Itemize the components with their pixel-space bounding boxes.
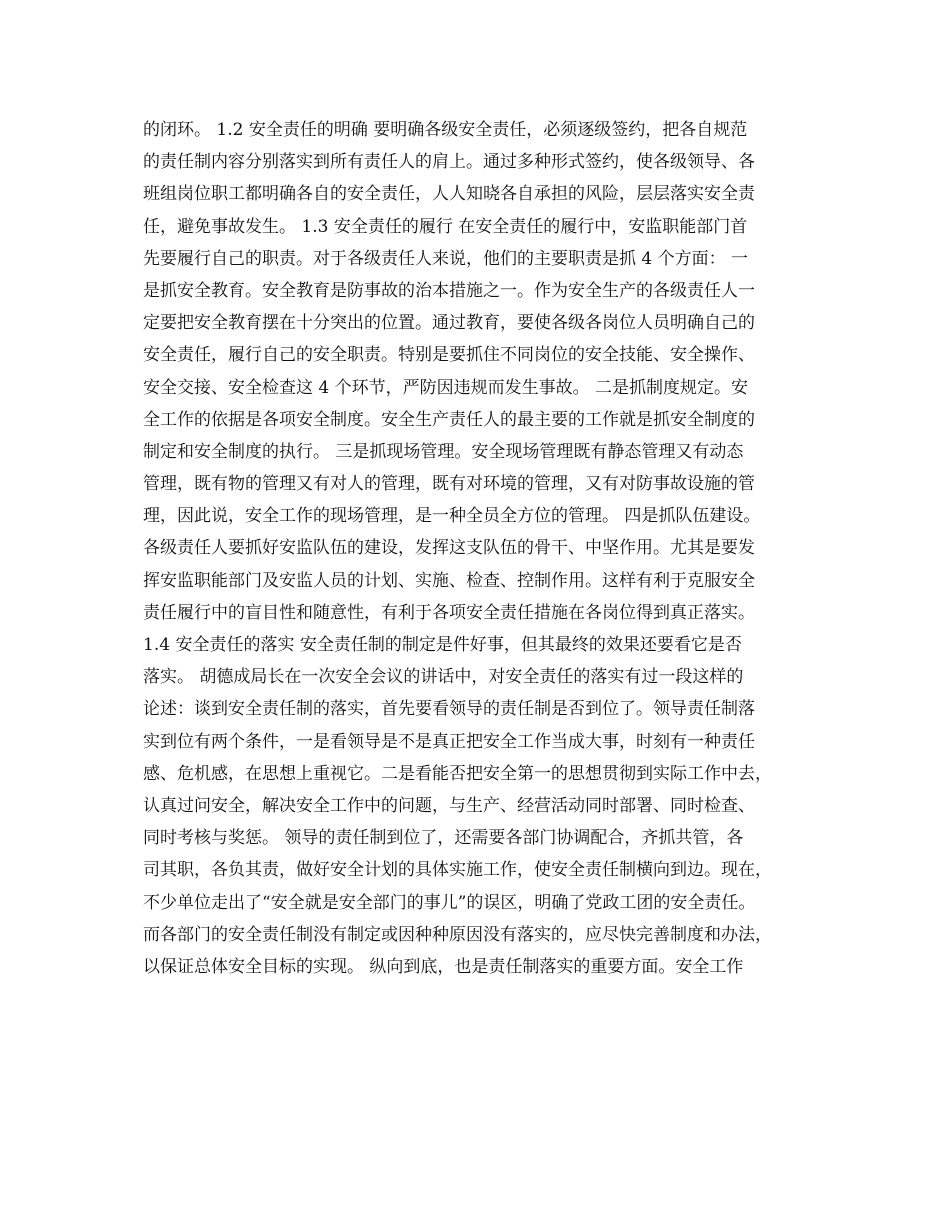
text-line: 而各部门的安全责任制没有制定或因种种原因没有落实的，应尽快完善制度和办法， <box>143 924 772 945</box>
text-line: 以保证总体安全目标的实现。 纵向到底，也是责任制落实的重要方面。安全工作 <box>143 956 744 977</box>
text-line: 司其职，各负其责，做好安全计划的具体实施工作，使安全责任制横向到边。现在， <box>143 860 772 881</box>
text-line: 同时考核与奖惩。 领导的责任制到位了，还需要各部门协调配合，齐抓共管，各 <box>143 828 744 849</box>
text-line: 各级责任人要抓好安监队伍的建设，发挥这支队伍的骨干、中坚作用。尤其是要发 <box>143 538 755 559</box>
text-line: 不少单位走出了“安全就是安全部门的事儿”的误区，明确了党政工团的安全责任。 <box>143 892 756 913</box>
text-line: 制定和安全制度的执行。 三是抓现场管理。安全现场管理既有静态管理又有动态 <box>143 441 744 462</box>
text-line: 论述：谈到安全责任制的落实，首先要看领导的责任制是否到位了。领导责任制落 <box>143 699 755 720</box>
body-text <box>143 114 833 983</box>
text-line: 安全责任，履行自己的安全职责。特别是要抓住不同岗位的安全技能、安全操作、 <box>143 345 755 366</box>
text-line: 的闭环。 1.2 安全责任的明确 要明确各级安全责任，必须逐级签约，把各自规范 <box>143 120 748 140</box>
text-line: 是抓安全教育。安全教育是防事故的治本措施之一。作为安全生产的各级责任人一 <box>143 280 755 301</box>
text-line: 挥安监职能部门及安监人员的计划、实施、检查、控制作用。这样有利于克服安全 <box>143 570 755 591</box>
text-line: 责任履行中的盲目性和随意性，有利于各项安全责任措施在各岗位得到真正落实。 <box>143 602 755 623</box>
text-line: 感、危机感，在思想上重视它。二是看能否把安全第一的思想贯彻到实际工作中去， <box>143 763 772 784</box>
text-line: 安全交接、安全检查这 4 个环节，严防因违规而发生事故。 二是抓制度规定。安 <box>143 377 749 398</box>
text-line: 落实。 胡德成局长在一次安全会议的讲话中，对安全责任的落实有过一段这样的 <box>143 667 744 688</box>
text-line: 管理，既有物的管理又有对人的管理，既有对环境的管理，又有对防事故设施的管 <box>143 474 755 495</box>
text-line: 1.4 安全责任的落实 安全责任制的制定是件好事，但其最终的效果还要看它是否 <box>143 635 742 655</box>
text-line: 班组岗位职工都明确各自的安全责任，人人知晓各自承担的风险，层层落实安全责 <box>143 184 755 205</box>
text-line: 认真过问安全，解决安全工作中的问题，与生产、经营活动同时部署、同时检查、 <box>143 795 755 816</box>
text-line: 实到位有两个条件，一是看领导是不是真正把安全工作当成大事，时刻有一种责任 <box>143 731 755 752</box>
text-line: 先要履行自己的职责。对于各级责任人来说，他们的主要职责是抓 4 个方面： 一 <box>143 248 749 269</box>
text-line: 全工作的依据是各项安全制度。安全生产责任人的最主要的工作就是抓安全制度的 <box>143 409 755 430</box>
text-line: 理，因此说，安全工作的现场管理，是一种全员全方位的管理。 四是抓队伍建设。 <box>143 506 761 527</box>
text-line: 任，避免事故发生。 1.3 安全责任的履行 在安全责任的履行中，安监职能部门首 <box>143 216 748 237</box>
text-line: 定要把安全教育摆在十分突出的位置。通过教育，要使各级各岗位人员明确自己的 <box>143 313 755 334</box>
text-line: 的责任制内容分别落实到所有责任人的肩上。通过多种形式签约，使各级领导、各 <box>143 152 755 173</box>
